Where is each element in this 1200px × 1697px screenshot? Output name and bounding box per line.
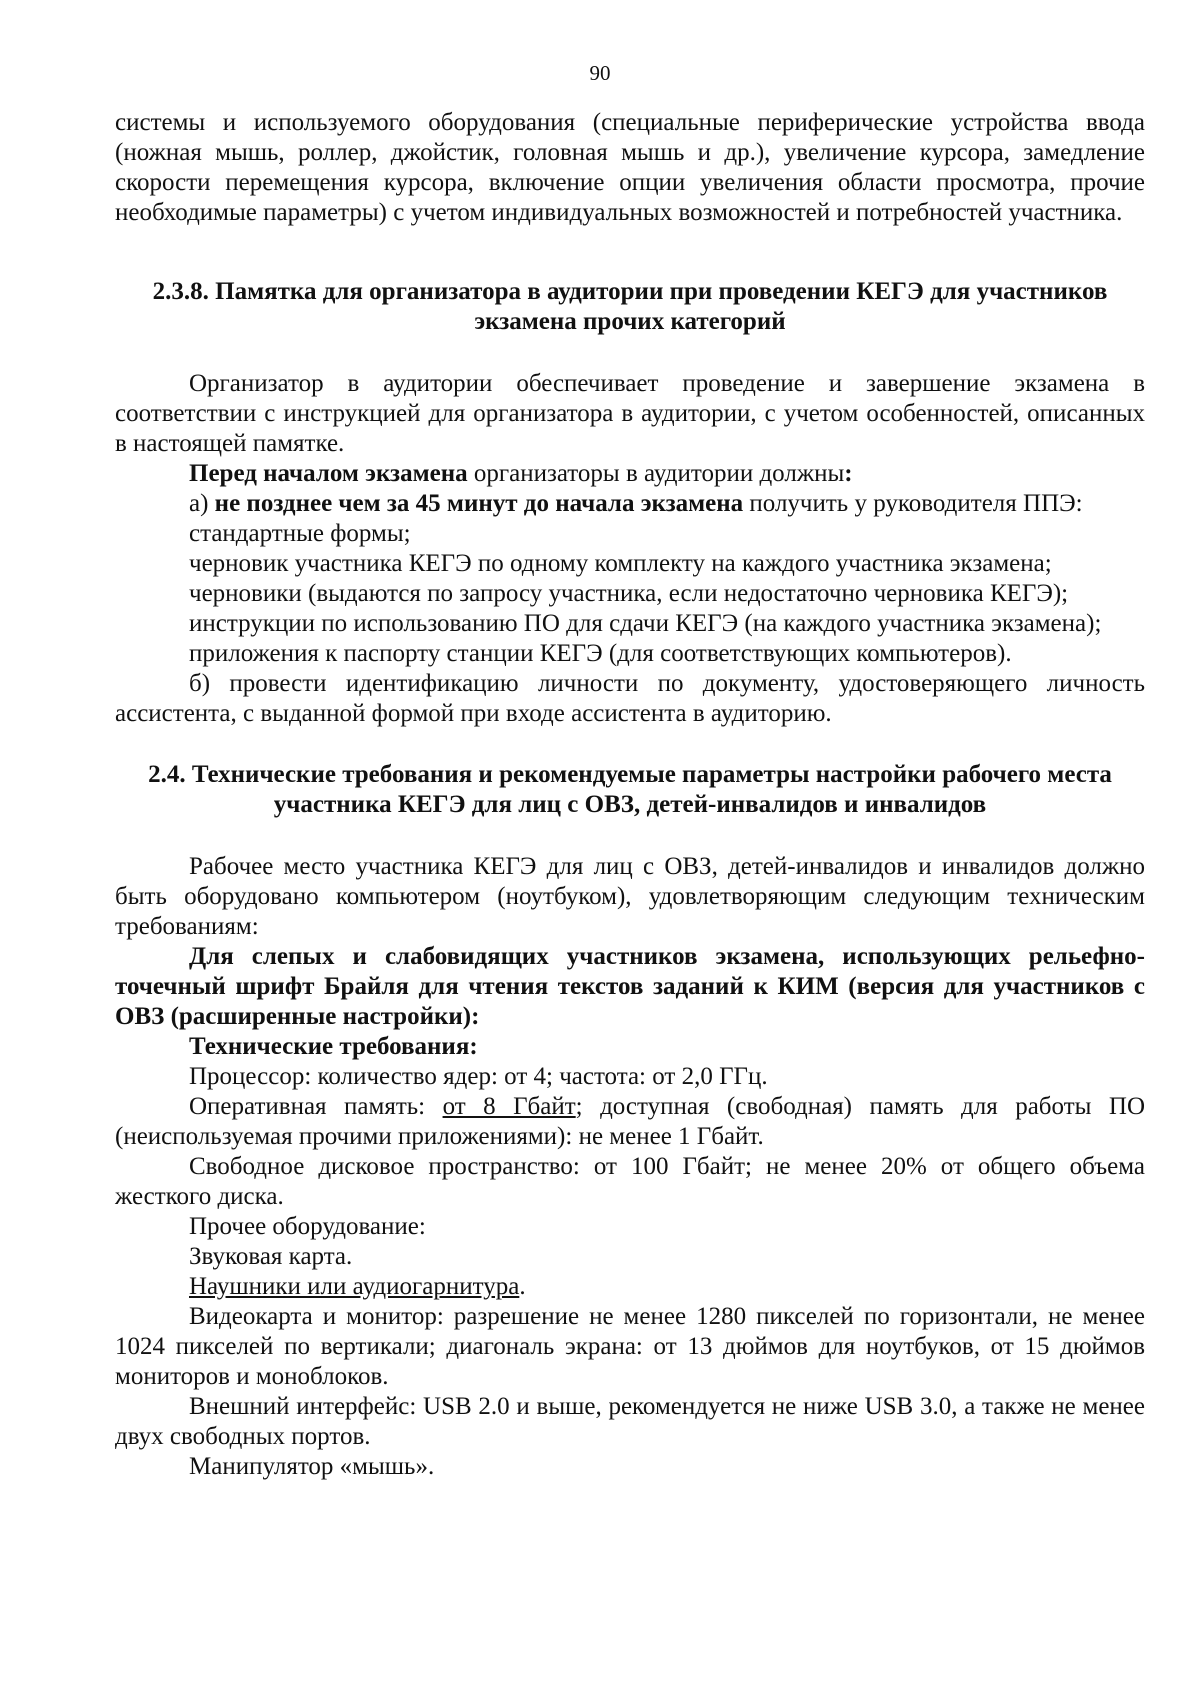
intro-paragraph: системы и используемого оборудования (специальные периферические устройства ввода (ножная мышь, роллер, джойстик, головная мышь и др.), увеличение курсора, замедление скорости перемещения курсора, включение опции увеличения области просмотра, прочие необходимые параметры) с учетом индивидуальных возможностей и потребностей участника. xyxy=(115,109,1145,226)
section-24-heading xyxy=(115,760,1145,820)
disk-requirement: Свободное дисковое пространство: от 100 Гбайт; не менее 20% от общего объема жесткого диска. xyxy=(115,1153,1145,1210)
section-238-body xyxy=(115,369,1145,729)
item-a-prefix: а) xyxy=(189,490,215,517)
section-24-heading-line2: участника КЕГЭ для лиц с ОВЗ, детей-инвалидов и инвалидов xyxy=(273,791,987,818)
usb-requirement: Внешний интерфейс: USB 2.0 и выше, рекомендуется не ниже USB 3.0, а также не менее двух свободных портов. xyxy=(115,1393,1145,1450)
before-exam-text: организаторы в аудитории должны xyxy=(467,460,845,487)
tech-requirements-label: Технические требования: xyxy=(189,1033,478,1060)
list-item: стандартные формы; xyxy=(189,520,411,547)
workplace-paragraph: Рабочее место участника КЕГЭ для лиц с ОВЗ, детей-инвалидов и инвалидов должно быть оборудовано компьютером (ноутбуком), удовлетворяющим следующим техническим требованиям: xyxy=(115,853,1145,940)
before-exam-colon: : xyxy=(844,460,853,487)
page-number: 90 xyxy=(589,61,611,85)
item-a-bold: не позднее чем за 45 минут до начала экзамена xyxy=(214,490,744,517)
organizer-paragraph: Организатор в аудитории обеспечивает проведение и завершение экзамена в соответствии с инструкцией для организатора в аудитории, с учетом особенностей, описанных в настоящей памятке. xyxy=(115,370,1145,457)
cpu-requirement: Процессор: количество ядер: от 4; частота: от 2,0 ГГц. xyxy=(189,1063,768,1090)
mouse-item: Манипулятор «мышь». xyxy=(189,1453,435,1480)
section-238-heading-line1: 2.3.8. Памятка для организатора в аудитории при проведении КЕГЭ для участников xyxy=(152,278,1108,305)
sound-card-item: Звуковая карта. xyxy=(189,1243,353,1270)
list-item: черновики (выдаются по запросу участника, если недостаточно черновика КЕГЭ); xyxy=(189,580,1069,607)
ram-underlined: от 8 Гбайт xyxy=(442,1093,576,1120)
before-exam-line xyxy=(115,459,1145,489)
section-238-heading xyxy=(115,277,1145,337)
other-equipment-label: Прочее оборудование: xyxy=(189,1213,426,1240)
section-24-body xyxy=(115,852,1145,1482)
intro-paragraph-block xyxy=(115,108,1145,228)
item-b: б) провести идентификацию личности по документу, удостоверяющего личность ассистента, с выданной формой при входе ассистента в аудиторию. xyxy=(115,670,1145,727)
before-exam-bold: Перед началом экзамена xyxy=(189,460,468,487)
ram-requirement: Оперативная память: от 8 Гбайт; доступная (свободная) память для работы ПО (неиспользуемая прочими приложениями): не менее 1 Гбайт. xyxy=(115,1093,1145,1150)
video-requirement: Видеокарта и монитор: разрешение не менее 1280 пикселей по горизонтали, не менее 1024 пикселей по вертикали; диагональ экрана: от 13 дюймов для ноутбуков, от 15 дюймов мониторов и моноблоков. xyxy=(115,1303,1145,1390)
headphones-item: Наушники или аудиогарнитура. xyxy=(189,1273,526,1300)
item-a-text: получить у руководителя ППЭ: xyxy=(743,490,1083,517)
list-item: черновик участника КЕГЭ по одному комплекту на каждого участника экзамена; xyxy=(189,550,1052,577)
blind-participants-heading: Для слепых и слабовидящих участников экзамена, использующих рельефно-точечный шрифт Брайля для чтения текстов заданий к КИМ (версия для участников с ОВЗ (расширенные настройки): xyxy=(115,943,1145,1030)
item-a xyxy=(115,489,1145,519)
section-238-heading-line2: экзамена прочих категорий xyxy=(474,308,786,335)
list-item: инструкции по использованию ПО для сдачи КЕГЭ (на каждого участника экзамена); xyxy=(189,610,1102,637)
list-item: приложения к паспорту станции КЕГЭ (для соответствующих компьютеров). xyxy=(189,640,1012,667)
section-24-heading-line1: 2.4. Технические требования и рекомендуемые параметры настройки рабочего места xyxy=(148,761,1112,788)
